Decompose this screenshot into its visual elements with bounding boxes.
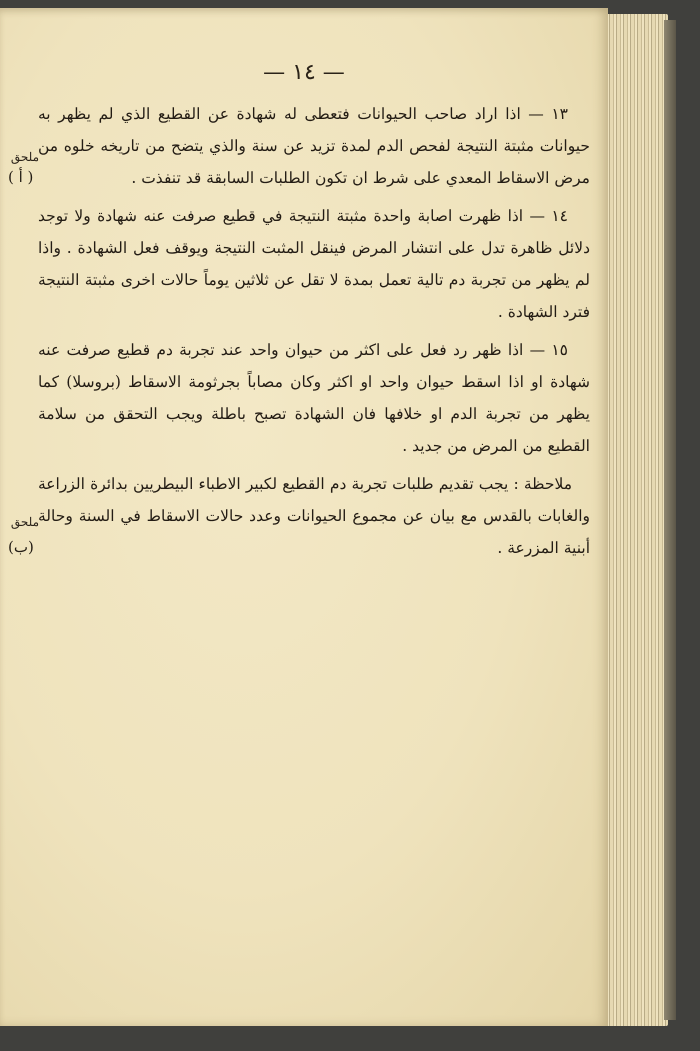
note-paragraph: ملاحظة : يجب تقديم طلبات تجربة دم القطيع لكبير الاطباء البيطريين بدائرة الزراعة والغابات بالقدس مع بيان عن مجموع الحيوانات وعدد حالات الاسقاط في السنة وحالة أبنية المزرعة . <box>38 475 590 557</box>
margin-annex-label-2: ملحق <box>10 515 40 529</box>
body-text <box>38 98 590 570</box>
paragraph-13: ١٣ — اذا اراد صاحب الحيوانات فتعطى له شهادة عن القطيع الذي لم يظهر به حيوانات مثبتة النتيجة لفحص الدم لمدة تزيد عن سنة والذي يتضح من تاريخه خلوه من مرض الاسقاط المعدي على شرط ان تكون الطلبات السابقة قد تنفذت . <box>38 105 590 187</box>
book-edge-shadow <box>664 20 676 1020</box>
paragraph-14: ١٤ — اذا ظهرت اصابة واحدة مثبتة النتيجة في قطيع صرفت عنه شهادة ولا توجد دلائل ظاهرة تدل على انتشار المرض فينقل المثبت النتيجة ويوقف فعل الشهادة . واذا لم يظهر من تجربة دم تالية تعمل بمدة لا تقل عن ثلاثين يوماً حالات اخرى مثبتة النتيجة فترد الشهادة . <box>38 207 590 321</box>
paragraph-15: ١٥ — اذا ظهر رد فعل على اكثر من حيوان واحد عند تجربة دم قطيع صرفت عنه شهادة او اذا اسقط حيوان واحد او اكثر وكان مصاباً بجرثومة الاسقاط (بروسلا) كما يظهر من تجربة الدم او خلافها فان الشهادة تصبح باطلة ويجب التحقق من سلامة القطيع من المرض من جديد . <box>38 341 590 455</box>
page-number: — ١٤ — <box>263 60 345 85</box>
margin-annex-label-1: ملحق <box>10 150 40 164</box>
annex-marker-a: ( أ ) <box>8 168 34 186</box>
annex-marker-b: (ب) <box>8 538 34 556</box>
book-page <box>0 8 608 1026</box>
